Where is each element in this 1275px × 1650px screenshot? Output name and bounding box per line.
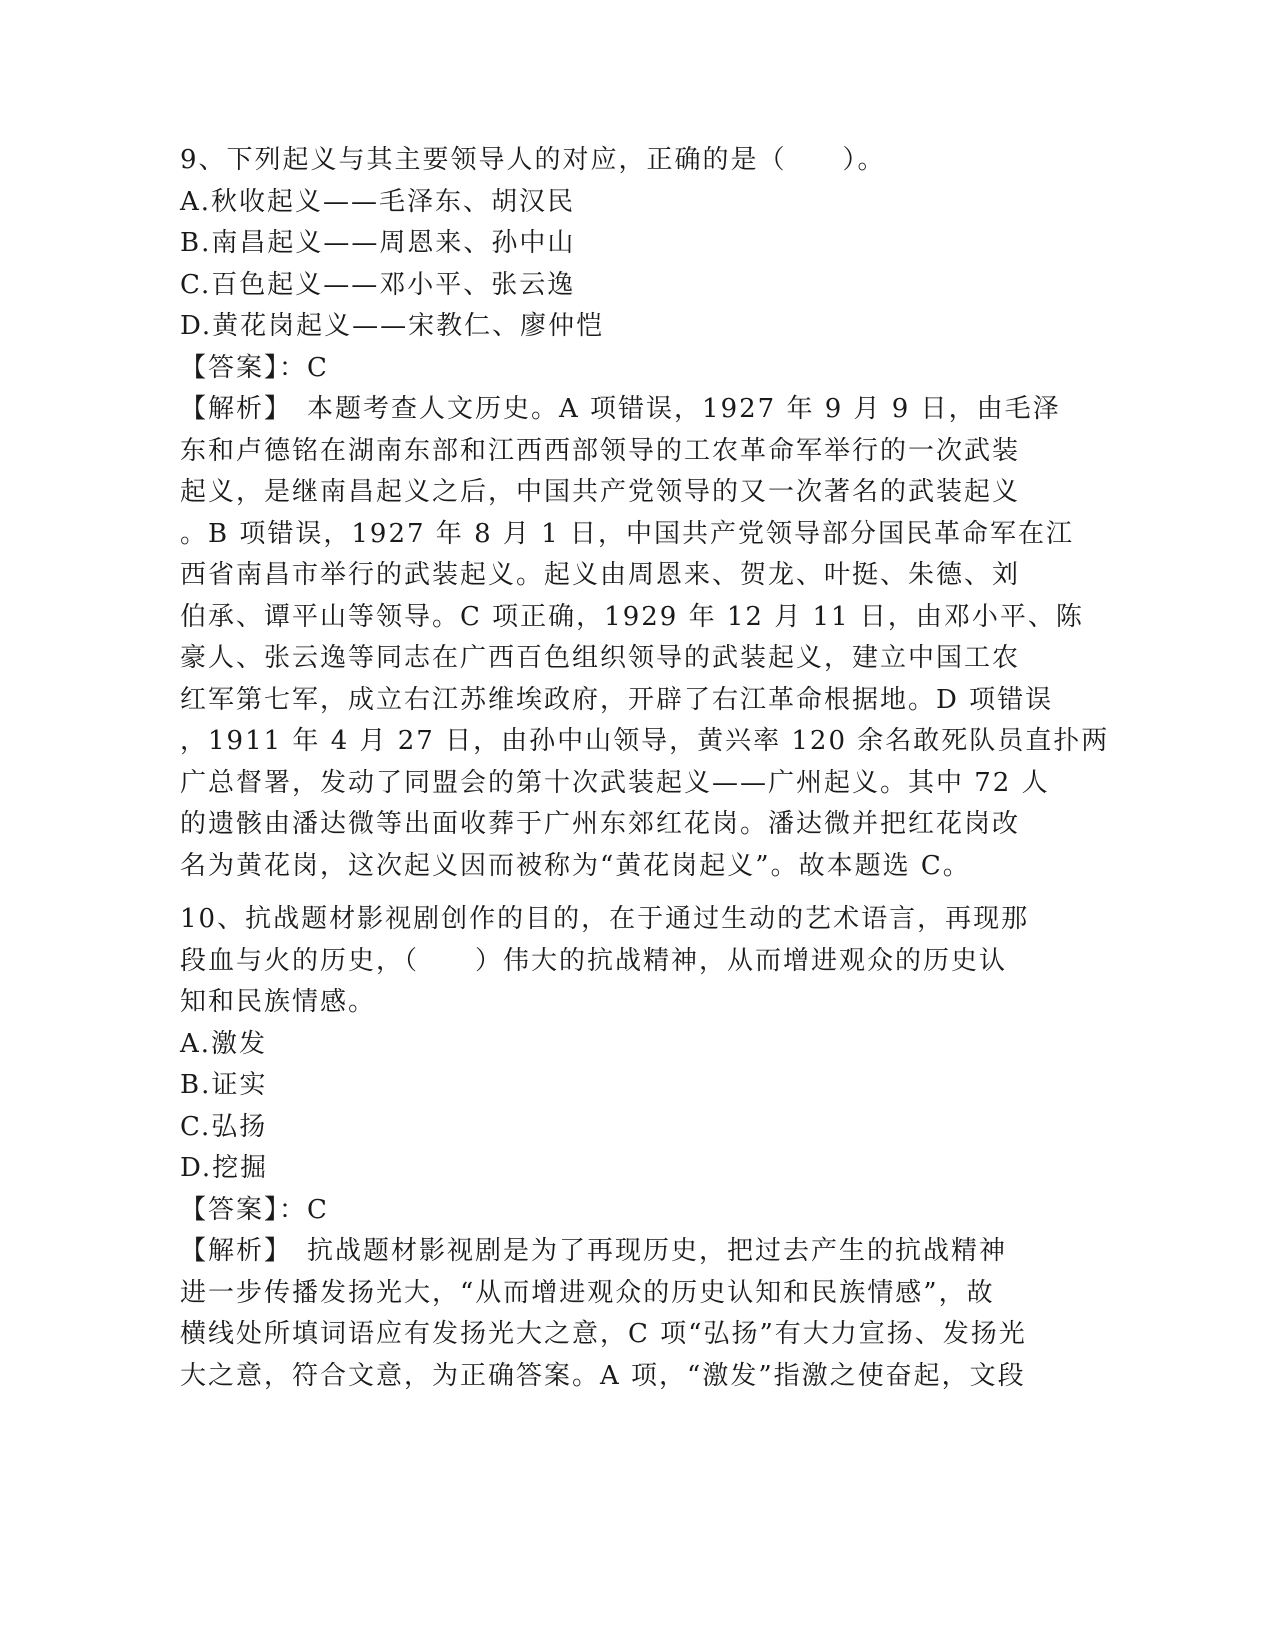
answer-line: 【答案】：C bbox=[180, 352, 329, 383]
analysis-line: 东和卢德铭在湖南东部和江西西部领导的工农革命军举行的一次武装 bbox=[180, 435, 1021, 466]
option-c: C.弘扬 bbox=[180, 1111, 268, 1142]
stem-line: 知和民族情感。 bbox=[180, 987, 377, 1017]
option-c: C.百色起义——邓小平、张云逸 bbox=[180, 269, 576, 300]
stem-line: 段血与火的历史，（ ）伟大的抗战精神，从而增进观众的历史认 bbox=[180, 945, 1008, 976]
question-stem bbox=[180, 899, 1060, 1024]
question-10 bbox=[180, 899, 1060, 1397]
option-d: D.挖掘 bbox=[180, 1153, 269, 1183]
option-b: B.证实 bbox=[180, 1070, 268, 1100]
analysis-line: 广总督署，发动了同盟会的第十次武装起义——广州起义。其中 72 人 bbox=[180, 767, 1050, 798]
options-list bbox=[180, 182, 1060, 348]
analysis-line: 【解析】 本题考查人文历史。A 项错误，1927 年 9 月 9 日，由毛泽 bbox=[180, 394, 1061, 424]
option-b: B.南昌起义——周恩来、孙中山 bbox=[180, 228, 576, 258]
answer-line: 【答案】：C bbox=[180, 1194, 329, 1225]
analysis-line: 进一步传播发扬光大，“从而增进观众的历史认知和民族情感”，故 bbox=[180, 1277, 995, 1308]
analysis-line: 伯承、谭平山等领导。C 项正确，1929 年 12 月 11 日，由邓小平、陈 bbox=[180, 601, 1084, 632]
option-a: A.秋收起义——毛泽东、胡汉民 bbox=[180, 186, 576, 217]
question-stem bbox=[180, 140, 1060, 182]
analysis-line: 起义，是继南昌起义之后，中国共产党领导的又一次著名的武装起义 bbox=[180, 477, 1021, 507]
question-9 bbox=[180, 140, 1110, 887]
analysis-line: 横线处所填词语应有发扬光大之意，C 项“弘扬”有大力宣扬、发扬光 bbox=[180, 1319, 1027, 1349]
stem-line: 9、下列起义与其主要领导人的对应，正确的是（ ）。 bbox=[180, 145, 886, 175]
options-list bbox=[180, 1024, 1060, 1190]
stem-line: 10、抗战题材影视剧创作的目的，在于通过生动的艺术语言，再现那 bbox=[180, 904, 1030, 934]
analysis-paragraph bbox=[180, 389, 1110, 887]
option-a: A.激发 bbox=[180, 1028, 268, 1059]
analysis-line: 西省南昌市举行的武装起义。起义由周恩来、贺龙、叶挺、朱德、刘 bbox=[180, 560, 1021, 590]
option-d: D.黄花岗起义——宋教仁、廖仲恺 bbox=[180, 311, 605, 341]
analysis-line: 名为黄花岗，这次起义因而被称为“黄花岗起义”。故本题选 C。 bbox=[180, 850, 971, 881]
analysis-line: ，1911 年 4 月 27 日，由孙中山领导，黄兴率 120 余名敢死队员直扑两 bbox=[180, 726, 1110, 756]
document-page bbox=[180, 140, 1110, 1409]
analysis-paragraph bbox=[180, 1231, 1060, 1397]
analysis-line: 豪人、张云逸等同志在广西百色组织领导的武装起义，建立中国工农 bbox=[180, 643, 1021, 673]
analysis-line: 红军第七军，成立右江苏维埃政府，开辟了右江革命根据地。D 项错误 bbox=[180, 684, 1054, 715]
analysis-line: 。B 项错误，1927 年 8 月 1 日，中国共产党领导部分国民革命军在江 bbox=[180, 518, 1074, 549]
analysis-line: 的遗骸由潘达微等出面收葬于广州东郊红花岗。潘达微并把红花岗改 bbox=[180, 809, 1021, 839]
analysis-line: 大之意，符合文意，为正确答案。A 项，“激发”指激之使奋起，文段 bbox=[180, 1360, 1026, 1391]
analysis-line: 【解析】 抗战题材影视剧是为了再现历史，把过去产生的抗战精神 bbox=[180, 1236, 1008, 1266]
